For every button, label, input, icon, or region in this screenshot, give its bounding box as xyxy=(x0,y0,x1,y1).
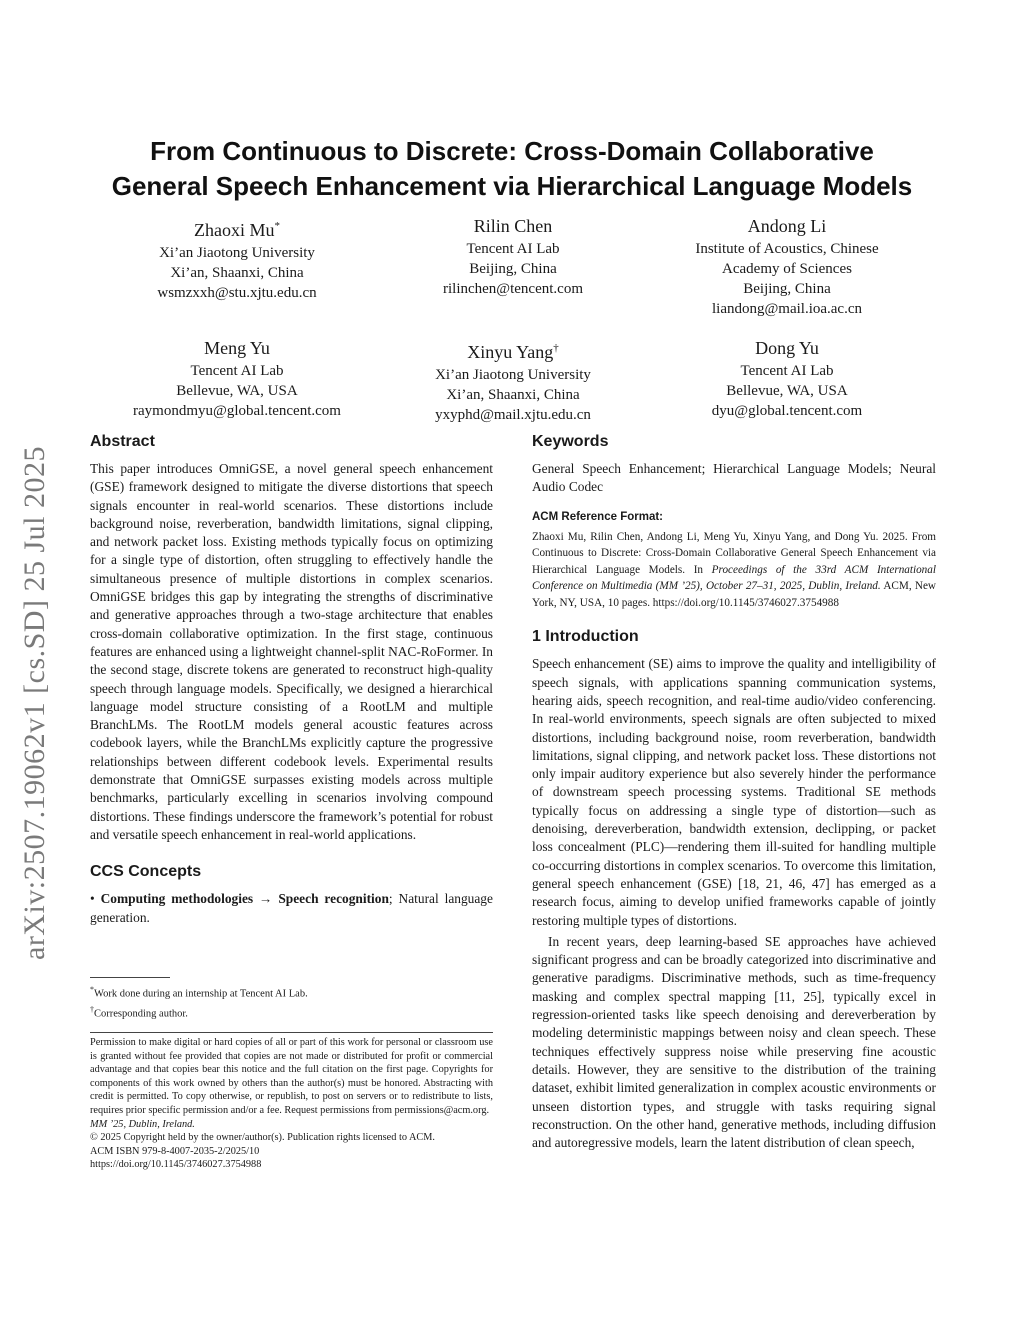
footnote-mark: † xyxy=(90,1004,94,1014)
author-block xyxy=(87,214,387,303)
reference-format-heading: ACM Reference Format: xyxy=(532,510,663,523)
author-name: Rilin Chen xyxy=(473,216,553,236)
permission-block xyxy=(90,1036,493,1172)
author-name: Xinyu Yang xyxy=(467,342,554,362)
author-affiliation: Academy of Sciences xyxy=(722,261,852,277)
footnote-mark: * xyxy=(90,985,94,994)
author-name: Dong Yu xyxy=(755,338,819,358)
author-affiliation: Tencent AI Lab xyxy=(740,363,834,379)
ccs-rest: ; Natural language generation. xyxy=(90,891,493,925)
introduction-paragraph-2: In recent years, deep learning-based SE approaches have achieved significant progress and can be broadly categorized into discriminative and generative paradigms. Discriminative methods, such as time-frequency masking and complex spectral mapping [11, 25], typically excel in regression-oriented tasks like speech denoising and dereverberation by modeling deterministic mappings between noisy and clean speech. These techniques effectively suppress noise while preserving fine acoustic details. However, they are sensitive to the distribution of the training dataset, exhibit limited generalization in complex acoustic environments or unseen distortion types, and struggle with tasks requiring signal reconstruction. On the other hand, generative methods, including diffusion and autoregressive models, learn the latent distribution of clean speech, xyxy=(532,933,936,1151)
author-email[interactable]: wsmzxxh@stu.xjtu.edu.cn xyxy=(157,285,317,301)
arxiv-identifier[interactable]: arXiv:2507.19062v1 [cs.SD] 25 Jul 2025 xyxy=(18,446,51,960)
author-email[interactable]: liandong@mail.ioa.ac.cn xyxy=(711,301,862,317)
footnote-divider xyxy=(90,977,170,978)
reference-authors: Zhaoxi Mu, Rilin Chen, Andong Li, Meng Yu, Xinyu Yang, and Dong Yu. 2025. From Continuous to Discrete: Cross-Domain Collaborative General Speech Enhancement via Hierarchical Language Models. In xyxy=(532,530,936,576)
author-location: Xi’an, Shaanxi, China xyxy=(446,387,580,403)
ccs-arrow: → xyxy=(259,891,273,907)
left-column xyxy=(90,432,493,927)
abstract-heading: Abstract xyxy=(90,433,155,450)
author-block xyxy=(363,214,663,299)
copyright-line: © 2025 Copyright held by the owner/author(s). Publication rights licensed to ACM. xyxy=(90,1132,436,1144)
keywords-text: General Speech Enhancement; Hierarchical Language Models; Neural Audio Codec xyxy=(532,461,936,495)
author-affiliation: Tencent AI Lab xyxy=(190,363,284,379)
keywords-heading: Keywords xyxy=(532,433,609,450)
ccs-bullet: • xyxy=(90,891,95,907)
isbn-line: ACM ISBN 979-8-4007-2035-2/2025/10 xyxy=(90,1145,260,1157)
footnote-text: Work done during an internship at Tencent AI Lab. xyxy=(94,988,308,1000)
author-location: Bellevue, WA, USA xyxy=(176,383,298,399)
author-location: Beijing, China xyxy=(743,281,831,297)
author-block xyxy=(637,214,937,319)
permission-text: Permission to make digital or hard copies of all or part of this work for personal or classroom use is granted without fee provided that copies are not made or distributed for profit or commercial advantage and that copies bear this notice and the full citation on the first page. Copyrights for components of this work owned by others than the author(s) must be honored. Abstracting with credit is permitted. To copy otherwise, or republish, to post on servers or to redistribute to lists, requires prior specific permission and/or a fee. Request permissions from permissions@acm.org. xyxy=(90,1037,493,1116)
footnote xyxy=(90,1002,493,1022)
author-block xyxy=(87,336,387,421)
author-affiliation: Xi’an Jiaotong University xyxy=(435,367,591,383)
title-line-2: General Speech Enhancement via Hierarchical Language Models xyxy=(111,171,913,201)
author-email[interactable]: yxyphd@mail.xjtu.edu.cn xyxy=(435,407,591,423)
author-name: Meng Yu xyxy=(204,338,270,358)
footnote-text: Corresponding author. xyxy=(94,1008,188,1019)
author-affiliation: Xi’an Jiaotong University xyxy=(159,245,315,261)
author-location: Beijing, China xyxy=(469,261,557,277)
abstract-text: This paper introduces OmniGSE, a novel general speech enhancement (GSE) framework designed to mitigate the diverse distortions that speech signals encounter in real-world scenarios. These distortions include background noise, reverberation, bandwidth limitations, signal clipping, and network packet loss. Existing methods typically focus on optimizing for a single type of distortion, often struggling to effectively handle the simultaneous presence of multiple distortions in complex scenarios. OmniGSE bridges this gap by integrating the strengths of discriminative and generative approaches through a two-stage architecture that enables cross-domain collaborative optimization. In the first stage, continuous features are enhanced using a lightweight channel-split NAC-RoFormer. In the second stage, discrete tokens are generated to reconstruct high-quality speech through language models. Specifically, we designed a hierarchical language model structure consisting of a RootLM and multiple BranchLMs. The RootLM models general acoustic features across codebook layers, while the BranchLMs explicitly capture the progressive relationships between different codebook levels. Experimental results demonstrate that OmniGSE surpasses existing models across multiple benchmarks, particularly excelling in scenarios involving compound distortions. These findings underscore the framework’s potential for robust and versatile speech enhancement in real-world applications. xyxy=(90,461,493,842)
author-location: Xi’an, Shaanxi, China xyxy=(170,265,304,281)
author-affiliation: Institute of Acoustics, Chinese xyxy=(695,241,879,257)
author-affiliation: Tencent AI Lab xyxy=(466,241,560,257)
reference-proceedings: Proceedings of the 33rd ACM International Conference on Multimedia (MM ’25), October 27–31, 2025, Dublin, Ireland. xyxy=(532,563,936,593)
author-footnote-mark: * xyxy=(274,220,280,232)
paper-title xyxy=(70,134,954,204)
author-block xyxy=(637,336,937,421)
author-location: Bellevue, WA, USA xyxy=(726,383,848,399)
permission-divider xyxy=(90,1032,493,1033)
venue-line: MM ’25, Dublin, Ireland. xyxy=(90,1118,195,1130)
author-footnote-mark: † xyxy=(553,342,559,354)
footnotes xyxy=(90,982,493,1021)
ccs-concept-speech: Speech recognition xyxy=(278,891,389,907)
reference-tail: ACM, New York, NY, USA, 10 pages. https://doi.org/10.1145/3746027.3754988 xyxy=(532,580,936,609)
author-name: Andong Li xyxy=(747,216,827,236)
footnote xyxy=(90,982,493,1002)
doi-link[interactable]: https://doi.org/10.1145/3746027.3754988 xyxy=(90,1159,262,1171)
introduction-heading: 1 Introduction xyxy=(532,628,639,646)
author-email[interactable]: dyu@global.tencent.com xyxy=(711,403,863,419)
author-block xyxy=(363,336,663,425)
reference-format-text xyxy=(532,529,936,612)
ccs-concepts xyxy=(90,890,493,927)
ccs-heading: CCS Concepts xyxy=(90,863,202,881)
author-name: Zhaoxi Mu xyxy=(194,220,275,240)
right-column xyxy=(532,432,936,1152)
introduction-paragraph-1: Speech enhancement (SE) aims to improve the quality and intelligibility of speech signals, with applications spanning communication systems, hearing aids, speech recognition, and real-time audio/video conferencing. In real-world environments, speech signals are often subjected to mixed distortions, including background noise, room reverberation, bandwidth limitations, signal clipping, and network packet loss. These distortions not only impair auditory experience but also severely hinder the performance of downstream speech processing systems. Traditional SE methods typically focus on addressing a single type of distortion—such as denoising, dereverberation, bandwidth extension, declipping, or packet loss concealment (PLC)—rendering them ill-suited for handling multiple co-occurring distortions in complex scenarios. To overcome this limitation, general speech enhancement (GSE) [18, 21, 46, 47] has emerged as a research focus, aiming to develop unified frameworks capable of jointly restoring multiple types of distortions. xyxy=(532,656,936,928)
author-email[interactable]: raymondmyu@global.tencent.com xyxy=(133,403,341,419)
title-line-1: From Continuous to Discrete: Cross-Domain Collaborative xyxy=(150,136,874,166)
author-email[interactable]: rilinchen@tencent.com xyxy=(442,281,583,297)
ccs-concept-computing: Computing methodologies xyxy=(100,891,254,907)
